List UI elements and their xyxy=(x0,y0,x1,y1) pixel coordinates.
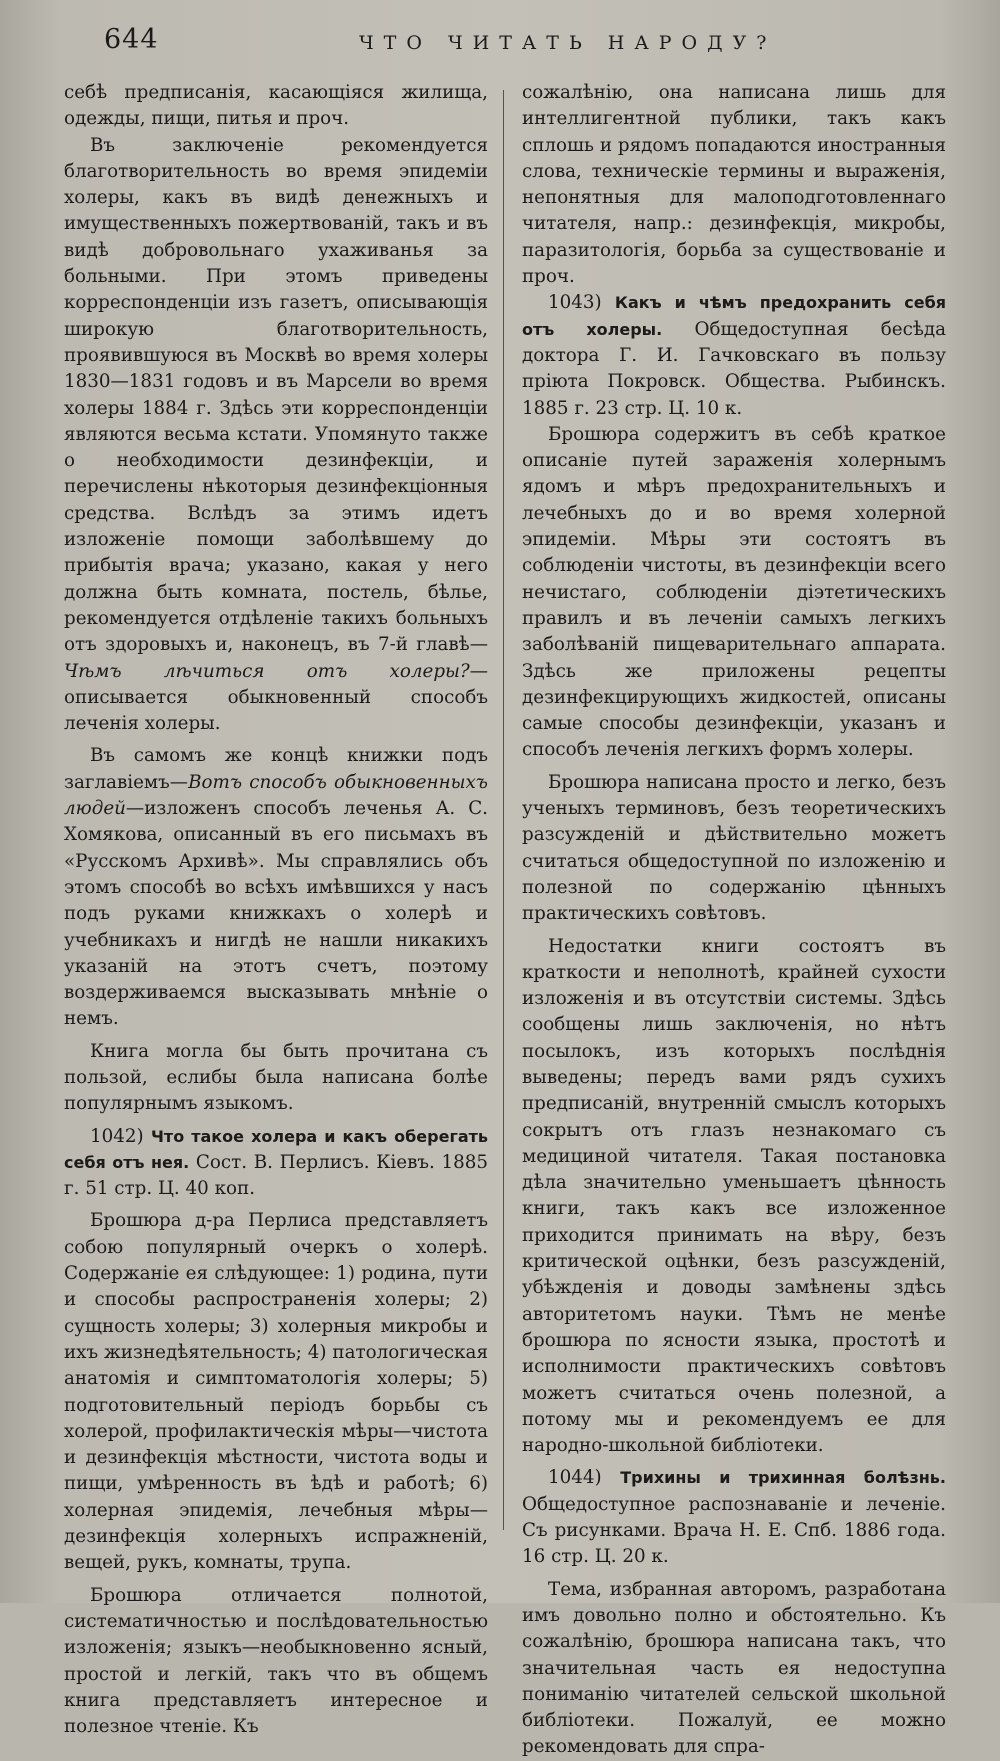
entry-number: 1044) xyxy=(548,1467,602,1489)
paragraph: Брошюра содержитъ въ себѣ краткое описаніе путей зараженія холернымъ ядомъ и мѣръ предохранительныхъ и лечебныхъ до и во время холерной эпидеміи. Мѣры эти состоятъ въ соблюденіи чистоты, въ дезинфекціи всего нечистаго, соблюденіи діэтетическихъ правилъ и въ леченіи самыхъ легкихъ заболѣваній пищеварительнаго аппарата. Здѣсь же приложены рецепты дезинфекцирующихъ жидкостей, описаны самые способы дезинфекціи, указанъ и способъ леченія легкихъ формъ холеры. xyxy=(522,423,946,761)
column-divider xyxy=(503,90,504,1530)
left-column xyxy=(64,80,489,1738)
entry-number: 1042) xyxy=(90,1125,144,1147)
paragraph xyxy=(64,743,488,1032)
paragraph-text: Въ самомъ же концѣ книжки подъ заглавіемъ— xyxy=(64,745,488,793)
catalog-entry-1042 xyxy=(64,1124,488,1203)
page-header xyxy=(104,24,950,64)
catalog-entry-1044 xyxy=(522,1465,946,1570)
paragraph: Недостатки книги состоятъ въ краткости и неполнотѣ, крайней сухости изложенія и въ отсутствіи системы. Здѣсь сообщены лишь заключенія, но нѣтъ посылокъ, изъ которыхъ послѣднія выведены; передъ вами рядъ сухихъ предписаній, внутренній смыслъ которыхъ сокрытъ отъ глазъ незнакомаго съ медициной читателя. Такая постановка дѣла значительно уменьшаетъ цѣнность книги, такъ какъ все изложенное приходится принимать на вѣру, безъ критической оцѣнки, безъ разсужденій, убѣжденія и доводы замѣнены здѣсь авторитетомъ науки. Тѣмъ не менѣе брошюра по ясности языка, простотѣ и исполнимости практическихъ совѣтовъ можетъ считаться очень полезной, а потому мы и рекомендуемъ ее для народно-школьной библіотеки. xyxy=(522,935,946,1457)
paragraph: Брошюра отличается полнотой, систематичностью и послѣдовательностью изложенія; языкъ—необыкновенно ясный, простой и легкій, такъ что въ общемъ книга представляетъ интересное и полезное чтеніе. Къ xyxy=(64,1584,488,1738)
right-column xyxy=(522,80,947,1758)
paragraph: себѣ предписанія, касающіяся жилища, одежды, пищи, питья и проч. xyxy=(64,82,488,130)
paragraph: Брошюра написана просто и легко, безъ ученыхъ терминовъ, безъ теоретическихъ разсужденій и дѣйствительно можетъ считаться общедоступной по изложенію и полезной по содержанію цѣнныхъ практическихъ совѣтовъ. xyxy=(522,771,946,925)
paragraph: сожалѣнію, она написана лишь для интеллигентной публики, такъ какъ сплошь и рядомъ попадаются иностранныя слова, техническіе термины и выраженія, непонятныя для малоподготовленнаго читателя, напр.: дезинфекція, микробы, паразитологія, борьба за существованіе и проч. xyxy=(522,82,946,288)
paragraph xyxy=(64,133,488,738)
entry-title: Что такое холера и какъ оберегать себя отъ нея. xyxy=(64,1126,489,1172)
entry-info: Общедоступная бесѣда доктора Г. И. Гачковскаго въ пользу пріюта Покровск. Общества. Рыбинскъ. 1885 г. 23 стр. Ц. 10 к. xyxy=(522,318,946,419)
entry-info: Общедоступное распознаваніе и леченіе. Съ рисунками. Врача Н. Е. Спб. 1886 года. 16 стр. Ц. 20 к. xyxy=(522,1493,946,1568)
italic-title: Чѣмъ лѣчиться отъ холеры? xyxy=(64,660,470,682)
entry-title: Какъ и чѣмъ предохранить себя отъ холеры. xyxy=(522,293,947,339)
paragraph: Книга могла бы быть прочитана съ пользой, еслибы была написана болѣе популярнымъ языкомъ. xyxy=(64,1040,488,1115)
paragraph: Брошюра д-ра Перлиса представляетъ собою популярный очеркъ о холерѣ. Содержаніе ея слѣдующее: 1) родина, пути и способы распространенія холеры; 2) сущность холеры; 3) холерныя микробы и ихъ жизнедѣятельность; 4) патологическая анатомія и симптоматологія холеры; 5) подготовительный періодъ борьбы съ холерой, профилактическія мѣры—чистота и дезинфекція мѣстности, чистота воды и пищи, умѣренность въ ѣдѣ и работѣ; 6) холерная эпидемія, лечебныя мѣры—дезинфекція холерныхъ испражненій, вещей, рукъ, комнаты, трупа. xyxy=(64,1210,488,1574)
entry-title: Трихины и трихинная болѣзнь. xyxy=(620,1468,947,1488)
paragraph-text: —описывается обыкновенный способъ леченія холеры. xyxy=(64,660,488,735)
page-number: 644 xyxy=(104,24,159,55)
paragraph-text: Въ заключеніе рекомендуется благотворительность во время эпидеміи холеры, какъ въ видѣ денежныхъ и имущественныхъ пожертвованій, такъ и въ видѣ добровольнаго ухаживанья за больными. При этомъ приведены корреспонденціи изъ газетъ, описывающія широкую благотворительность, проявившуюся въ Москвѣ во время холеры 1830—1831 годовъ и въ Марсели во время холеры 1884 г. Здѣсь эти корреспонденціи являются весьма кстати. Упомянуто также о необходимости дезинфекціи, и перечислены нѣкоторыя дезинфекціонныя средства. Вслѣдъ за этимъ идетъ изложеніе помощи заболѣвшему до прибытія врача; указано, какая у него должна быть комната, постель, бѣлье, рекомендуется отдѣленіе такихъ больныхъ отъ здоровыхъ и, наконецъ, въ 7-й главѣ— xyxy=(64,134,488,656)
running-title: ЧТО ЧИТАТЬ НАРОДУ? xyxy=(359,32,777,54)
catalog-entry-1043 xyxy=(522,290,946,421)
paragraph: Тема, избранная авторомъ, разработана имъ довольно полно и обстоятельно. Къ сожалѣнію, брошюра написана такъ, что значительная часть ея недоступна пониманію читателей сельской школьной библіотеки. Пожалуй, ее можно рекомендовать для спра- xyxy=(522,1578,946,1758)
entry-number: 1043) xyxy=(548,292,602,314)
paragraph-text: —изложенъ способъ леченья А. С. Хомякова, описанный въ его письмахъ въ «Русскомъ Архивѣ». Мы справлялись объ этомъ способѣ во всѣхъ имѣвшихся у насъ подъ руками книжкахъ о холерѣ и учебникахъ и нигдѣ не нашли никакихъ указаній на этотъ счетъ, поэтому воздерживаемся высказывать мнѣніе о немъ. xyxy=(64,798,488,1030)
italic-title: Вотъ способъ обыкновенныхъ людей xyxy=(64,771,488,820)
entry-info: Сост. В. Перлисъ. Кіевъ. 1885 г. 51 стр. Ц. 40 коп. xyxy=(64,1151,489,1200)
